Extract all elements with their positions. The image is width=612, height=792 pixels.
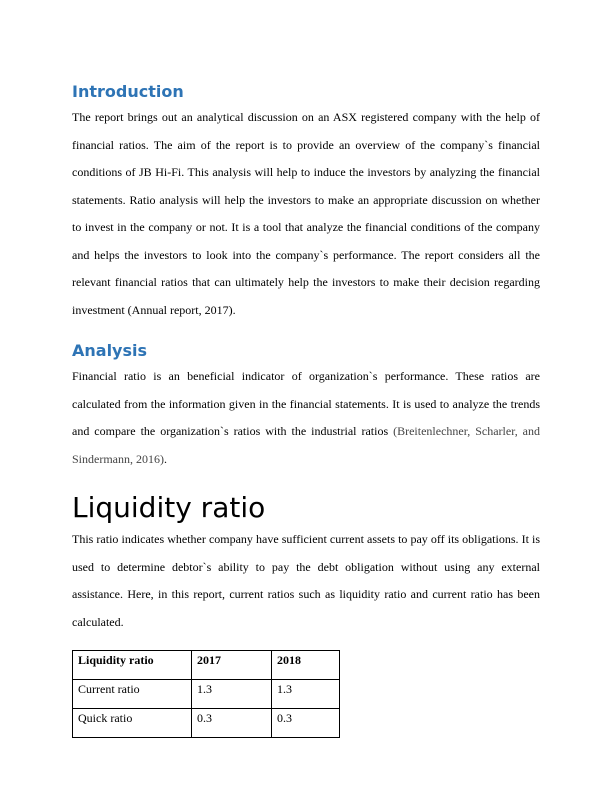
table-cell: 1.3 [272, 680, 340, 709]
table-cell: 1.3 [192, 680, 272, 709]
table-cell: 0.3 [272, 709, 340, 738]
liquidity-table [72, 650, 340, 738]
table-row [73, 680, 340, 709]
table-header-cell: 2018 [272, 651, 340, 680]
analysis-body-end: . [164, 451, 167, 466]
table-header-cell: Liquidity ratio [73, 651, 192, 680]
analysis-heading: Analysis [72, 341, 148, 360]
analysis-paragraph [72, 363, 540, 473]
introduction-heading: Introduction [72, 82, 184, 101]
liquidity-heading: Liquidity ratio [72, 491, 266, 524]
table-cell: Current ratio [73, 680, 192, 709]
table-cell: 0.3 [192, 709, 272, 738]
table-header-row [73, 651, 340, 680]
analysis-citation: (Breitenlechner, Scharler, and Sindermann, 2016) [72, 424, 540, 466]
table-header-cell: 2017 [192, 651, 272, 680]
analysis-body: Financial ratio is an beneficial indicator of organization`s performance. These ratios are calculated from the information given in the financial statements. It is used to analyze the trends and compare the organization`s ratios with the industrial ratios [72, 369, 540, 438]
document-page [72, 80, 540, 738]
table-cell: Quick ratio [73, 709, 192, 738]
liquidity-paragraph: This ratio indicates whether company have sufficient current assets to pay off its obligations. It is used to determine debtor`s ability to pay the debt obligation without using any external assistance. Here, in this report, current ratios such as liquidity ratio and current ratio has been calculated. [72, 532, 540, 629]
introduction-paragraph: The report brings out an analytical discussion on an ASX registered company with the help of financial ratios. The aim of the report is to provide an overview of the company`s financial conditions of JB Hi-Fi. This analysis will help to induce the investors by analyzing the financial statements. Ratio analysis will help the investors to make an appropriate discussion on whether to invest in the company or not. It is a tool that analyze the financial conditions of the company and helps the investors to look into the company`s performance. The report considers all the relevant financial ratios that can ultimately help the investors to make their decision regarding investment (Annual report, 2017). [72, 110, 540, 317]
table-row [73, 709, 340, 738]
